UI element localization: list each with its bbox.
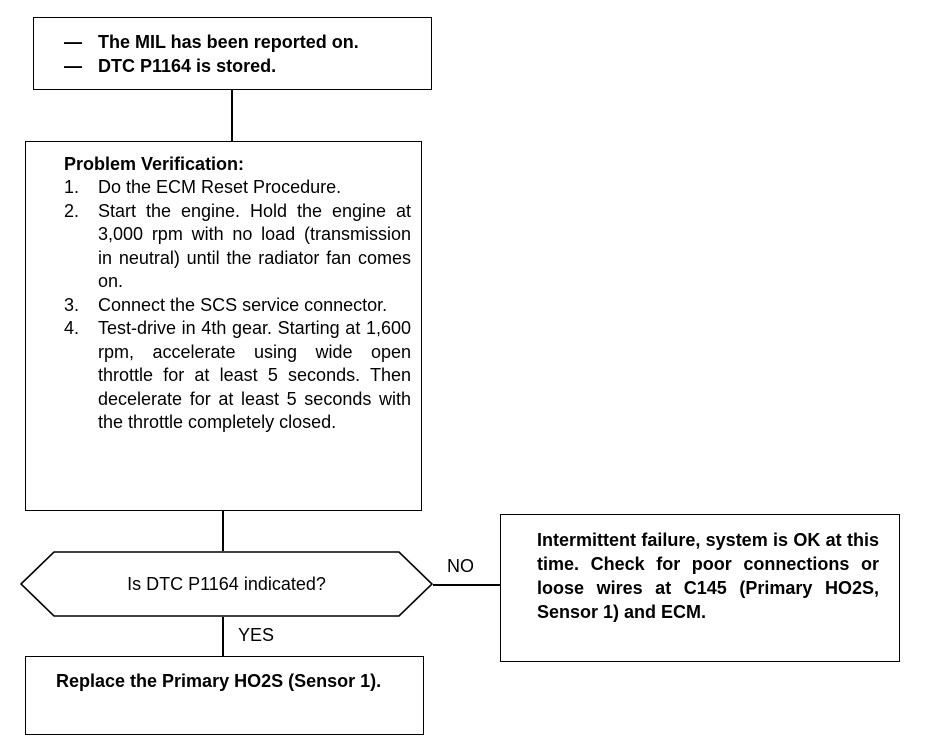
step-number: 2. [64,200,80,221]
start-box [33,17,432,90]
verification-step [64,317,411,435]
start-bullet-text: The MIL has been reported on. [98,32,359,52]
step-text: Start the engine. Hold the engine at 3,000 rpm with no load (transmission in neutral) until the radiator fan comes on. [98,200,411,291]
step-number: 3. [64,294,80,315]
verification-step [64,200,411,294]
verification-box [25,141,422,511]
connector-verify-to-decision [222,511,224,551]
dash: — [64,56,82,76]
intermittent-failure-text: Intermittent failure, system is OK at this time. Check for poor connections or loose wires at C145 (Primary HO2S, Sensor 1) and ECM. [537,530,879,622]
start-bullet [64,54,431,78]
step-number: 4. [64,318,80,338]
verification-title: Problem Verification: [64,154,245,174]
verification-steps [64,176,411,435]
intermittent-failure-box [500,514,900,662]
replace-sensor-box [25,656,424,735]
step-text: Test-drive in 4th gear. Starting at 1,600 rpm, accelerate using wide open throttle for at least 5 seconds. Then decelerate for at least 5 seconds with the throttle completely closed. [98,318,411,432]
connector-decision-to-fail [433,584,500,586]
connector-start-to-verify [231,90,233,141]
dash: — [64,32,82,52]
no-label: NO [447,556,474,576]
step-text: Connect the SCS service connector. [98,294,388,315]
replace-sensor-text: Replace the Primary HO2S (Sensor 1). [56,671,382,691]
yes-label: YES [238,625,275,645]
step-number: 1. [64,177,80,197]
start-bullet [64,30,431,54]
decision-question: Is DTC P1164 indicated? [127,573,326,594]
step-text: Do the ECM Reset Procedure. [98,177,342,197]
connector-decision-to-replace [222,617,224,656]
start-bullet-text: DTC P1164 is stored. [98,56,277,76]
verification-step [64,176,411,200]
verification-step [64,294,411,318]
